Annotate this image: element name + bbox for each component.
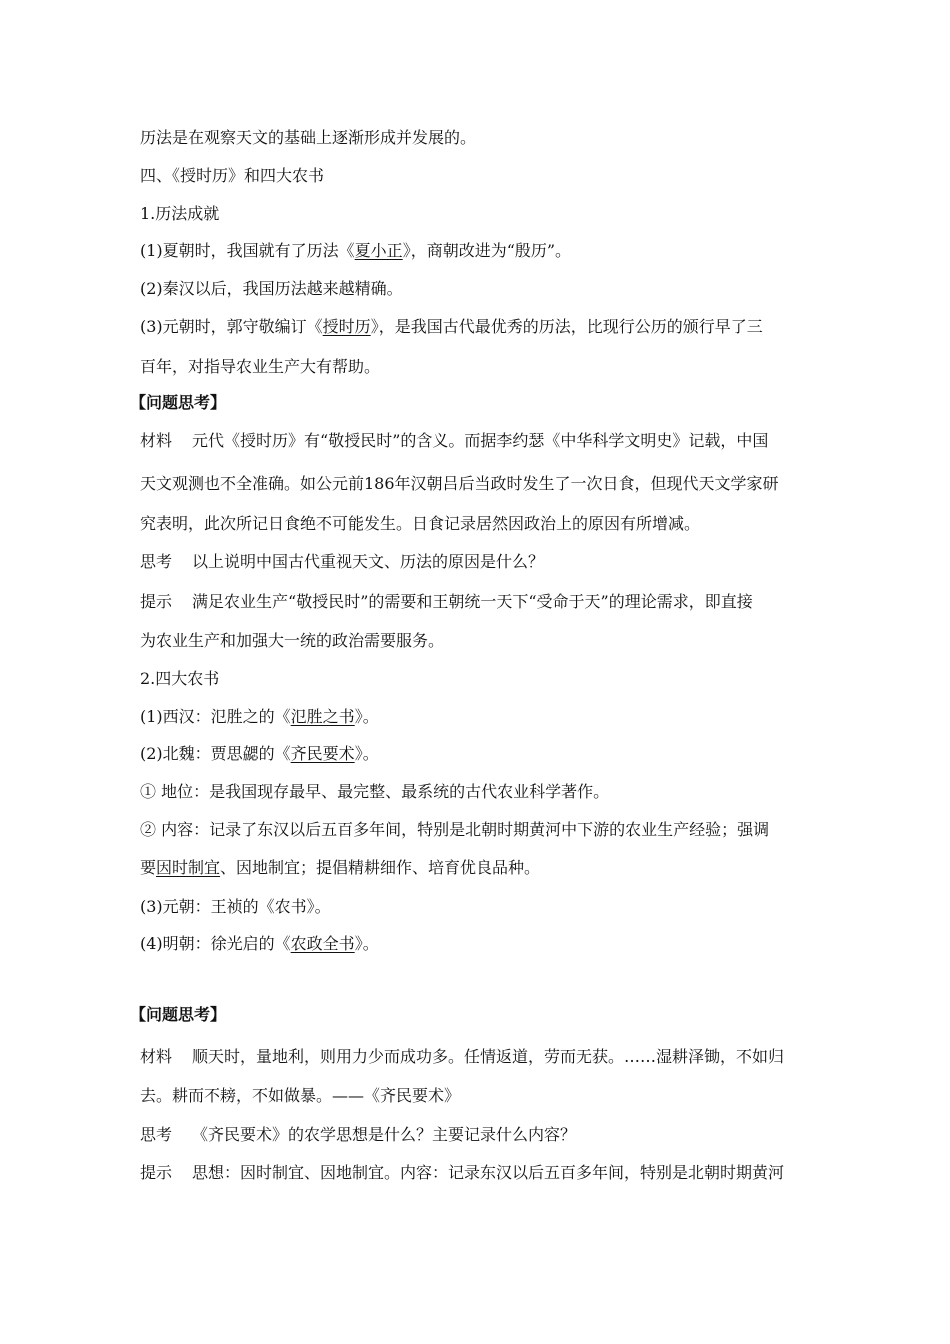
underlined-term: 氾胜之书 [290,707,355,726]
text-segment: (1)夏朝时，我国就有了历法《 [140,241,355,260]
text-segment: 》。 [354,744,379,763]
text-segment: 》，商朝改进为“殷历”。 [402,241,572,260]
material-line [140,431,768,451]
text-segment: 》。 [354,707,379,726]
calendar-item-3-continued: 百年，对指导农业生产大有帮助。 [140,357,381,376]
material-label: 材料 [140,1047,173,1066]
question-text: 以上说明中国古代重视天文、历法的原因是什么？ [192,552,545,571]
material-line: 究表明，此次所记日食绝不可能发生。日食记录居然因政治上的原因有所增减。 [140,514,701,533]
underlined-term: 齐民要术 [290,744,355,763]
underlined-term: 因时制宜 [156,858,221,877]
book-item-4 [140,934,379,954]
question-line [140,552,544,572]
hint-line: 为农业生产和加强大一统的政治需要服务。 [140,631,445,650]
calendar-item-1 [140,241,571,261]
text-segment: (2)北魏：贾思勰的《 [140,744,291,763]
text-segment: 要 [140,858,157,877]
hint-label: 提示 [140,592,173,611]
text-segment: (1)西汉：氾胜之的《 [140,707,291,726]
question-label: 思考 [140,552,173,571]
question-line [140,1125,576,1145]
underlined-term: 授时历 [322,317,371,336]
material-label: 材料 [140,431,173,450]
section-title: 四、《授时历》和四大农书 [140,166,325,185]
text-segment: (3)元朝时，郭守敬编订《 [140,317,323,336]
hint-line [140,592,753,612]
text-segment: 、因地制宜；提倡精耕细作、培育优良品种。 [220,858,541,877]
book-2-position: ① 地位：是我国现存最早、最完整、最系统的古代农业科学著作。 [140,782,610,801]
book-2-content-continued [140,858,540,878]
book-2-content: ② 内容：记录了东汉以后五百多年间，特别是北朝时期黄河中下游的农业生产经验；强调 [140,820,770,839]
hint-line [140,1163,784,1183]
material-line [140,1047,784,1067]
hint-text: 满足农业生产“敬授民时”的需要和王朝统一天下“受命于天”的理论需求，即直接 [192,592,753,611]
book-item-2 [140,744,379,764]
book-item-1 [140,707,379,727]
question-heading: 【问题思考】 [130,1005,227,1024]
intro-line: 历法是在观察天文的基础上逐渐形成并发展的。 [140,128,477,147]
material-line: 天文观测也不全准确。如公元前186年汉朝吕后当政时发生了一次日食，但现代天文学家研 [140,474,779,493]
book-item-3: (3)元朝：王祯的《农书》。 [140,897,331,916]
text-segment: 》。 [354,934,379,953]
subsection-title: 1.历法成就 [140,204,220,223]
text-segment: 》，是我国古代最优秀的历法，比现行公历的颁行早了三 [370,317,763,336]
underlined-term: 夏小正 [354,241,403,260]
material-text: 顺天时，量地利，则用力少而成功多。任情返道，劳而无获。……湿耕泽锄，不如归 [192,1047,785,1066]
hint-label: 提示 [140,1163,173,1182]
hint-text: 思想：因时制宜、因地制宜。内容：记录东汉以后五百多年间，特别是北朝时期黄河 [192,1163,785,1182]
material-text: 元代《授时历》有“敬授民时”的含义。而据李约瑟《中华科学文明史》记载，中国 [192,431,769,450]
question-label: 思考 [140,1125,173,1144]
underlined-term: 农政全书 [290,934,355,953]
calendar-item-3 [140,317,763,337]
question-text: 《齐民要术》的农学思想是什么？主要记录什么内容？ [192,1125,577,1144]
calendar-item-2: (2)秦汉以后，我国历法越来越精确。 [140,279,403,298]
text-segment: (4)明朝：徐光启的《 [140,934,291,953]
material-line: 去。耕而不耪，不如做暴。——《齐民要术》 [140,1086,461,1105]
question-heading: 【问题思考】 [130,393,227,412]
subsection-title: 2.四大农书 [140,669,220,688]
